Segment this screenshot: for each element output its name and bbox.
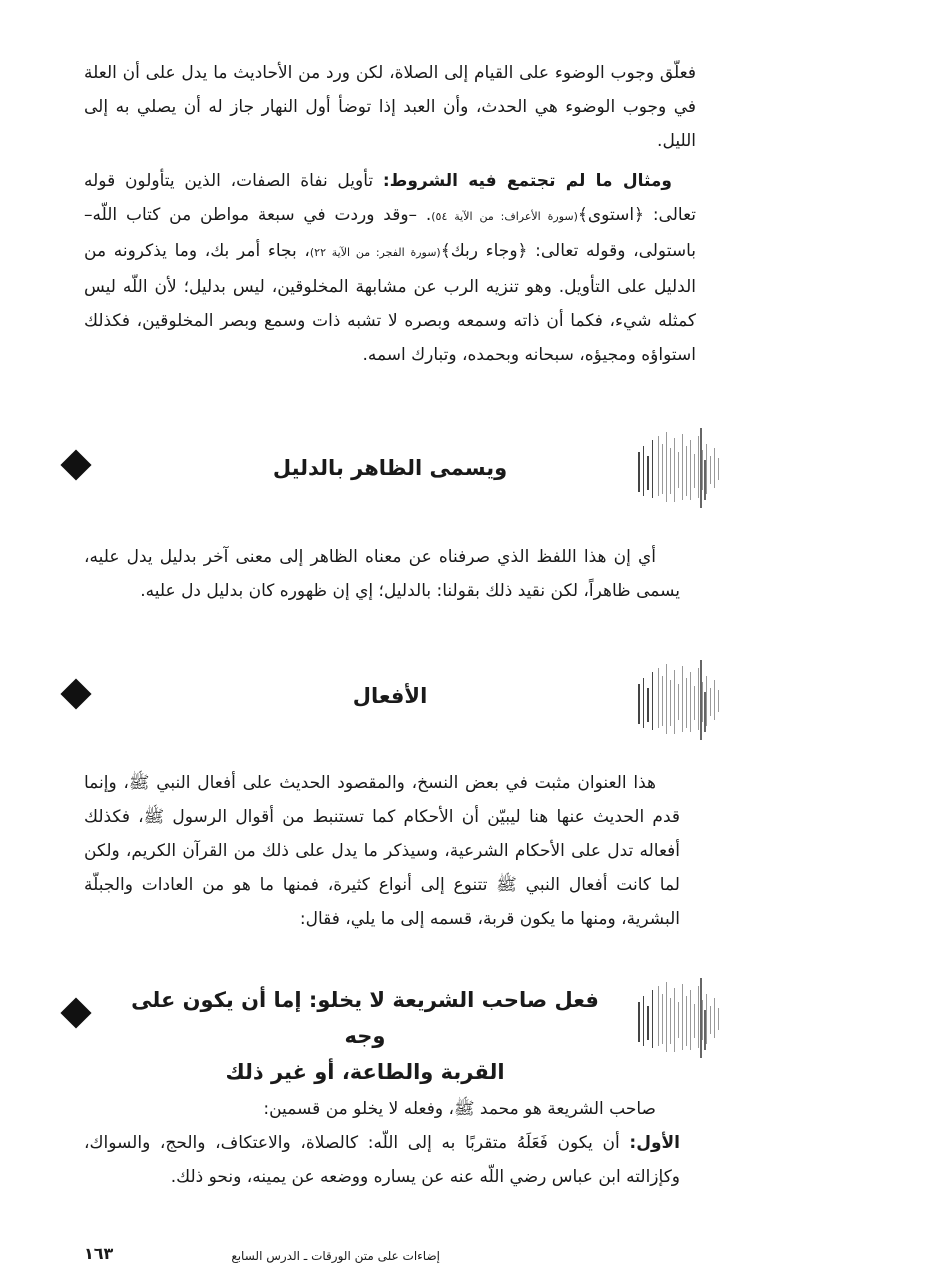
section-3-paragraph-1: صاحب الشريعة هو محمد ﷺ، وفعله لا يخلو من قسمين: — [263, 1099, 656, 1119]
ornament-graphic — [634, 976, 734, 1060]
section-3-p2-body: أن يكون فَعَلَهُ متقربًا به إلى اللّه: كالصلاة، والاعتكاف، والحج، والسواك، وكإزالته ابن عباس رضي اللّه عنه عن يساره ووضعه عن يمينه، ونحو ذلك. — [84, 1133, 680, 1187]
intro-text — [84, 56, 696, 372]
example-label: ومثال ما لم تجتمع فيه الشروط: — [382, 171, 672, 191]
diamond-bullet-icon — [60, 997, 91, 1028]
section-2-paragraph: هذا العنوان مثبت في بعض النسخ، والمقصود الحديث على أفعال النبي ﷺ، وإنما قدم الحديث عنها هنا ليبيّن أن الأحكام كما تستنبط من أقوال الرسول ﷺ، فكذلك أفعاله تدل على الأحكام الشرعية، وسيذكر ما يدل على ذلك من القرآن الكريم، ولكن لما كانت أفعال النبي ﷺ تتنوع إلى أنواع كثيرة، فمنها ما هو من العادات والجبلّة البشرية، ومنها ما يكون قربة، قسمه إلى ما يلي، فقال: — [84, 773, 680, 929]
quran-reference-2: (سورة الفجر: من الآية ٢٢) — [309, 246, 441, 259]
running-footer — [140, 1244, 440, 1268]
intro-paragraph-2 — [84, 164, 696, 372]
ornament-icon — [634, 658, 734, 742]
first-label: الأول: — [629, 1133, 680, 1153]
intro-paragraph-1: فعلّق وجوب الوضوء على القيام إلى الصلاة، لكن ورد من الأحاديث ما يدل على أن العلة في وجوب الوضوء هي الحدث، وأن العبد إذا توضأ أول النهار جاز له أن يصلي به إلى الليل. — [84, 63, 696, 151]
ornament-graphic — [634, 658, 734, 742]
section-heading-1: ويسمى الظاهر بالدليل — [272, 456, 508, 480]
section-heading-3-line-2: القربة والطاعة، أو غير ذلك — [225, 1060, 505, 1084]
intro-p2-part-a: تأويل نفاة الصفات، الذين يتأولون قوله تعالى: ﴿استوى﴾ — [84, 171, 697, 225]
section-1-body — [84, 540, 680, 608]
section-3-paragraph-2 — [84, 1126, 680, 1194]
ornament-icon — [634, 976, 734, 1060]
section-heading-3 — [110, 982, 620, 1090]
page-number: ١٦٣ — [84, 1244, 114, 1263]
ornament-graphic — [634, 426, 734, 510]
intro-p2-part-c: ، بجاء أمر بك، وما يذكرونه من الدليل على التأويل. وهو تنزيه الرب عن مشابهة المخلوقين، ليس بدليل؛ لأن اللّه ليس كمثله شيء، فكما أن ذاته وسمعه وبصره لا تشبه ذات وسمع وبصر المخلوقين، فكذلك استواؤه ومجيؤه، سبحانه وبحمده، وتبارك اسمه. — [84, 241, 696, 365]
intro-p2-part-b: . –وقد وردت في سبعة مواطن من كتاب اللّه– باستولى، وقوله تعالى: ﴿وجاء ربك﴾ — [84, 205, 697, 261]
section-1-paragraph: أي إن هذا اللفظ الذي صرفناه عن معناه الظاهر إلى معنى آخر بدليل يدل عليه، يسمى ظاهراً، لكن نقيد ذلك بقولنا: بالدليل؛ إي إن ظهوره كان بدليل دل عليه. — [84, 547, 680, 601]
ornament-icon — [634, 426, 734, 510]
section-2-body — [84, 766, 680, 936]
diamond-bullet-icon — [60, 449, 91, 480]
section-heading-3-line-1: فعل صاحب الشريعة لا يخلو: إما أن يكون على وجه — [131, 988, 599, 1048]
running-title: إضاءات على متن الورقات ـ الدرس السابع — [231, 1249, 440, 1263]
section-3-body — [84, 1092, 680, 1194]
diamond-bullet-icon — [60, 678, 91, 709]
quran-reference-1: (سورة الأعراف: من الآية ٥٤) — [431, 210, 578, 223]
section-heading-2: الأفعال — [352, 684, 428, 708]
